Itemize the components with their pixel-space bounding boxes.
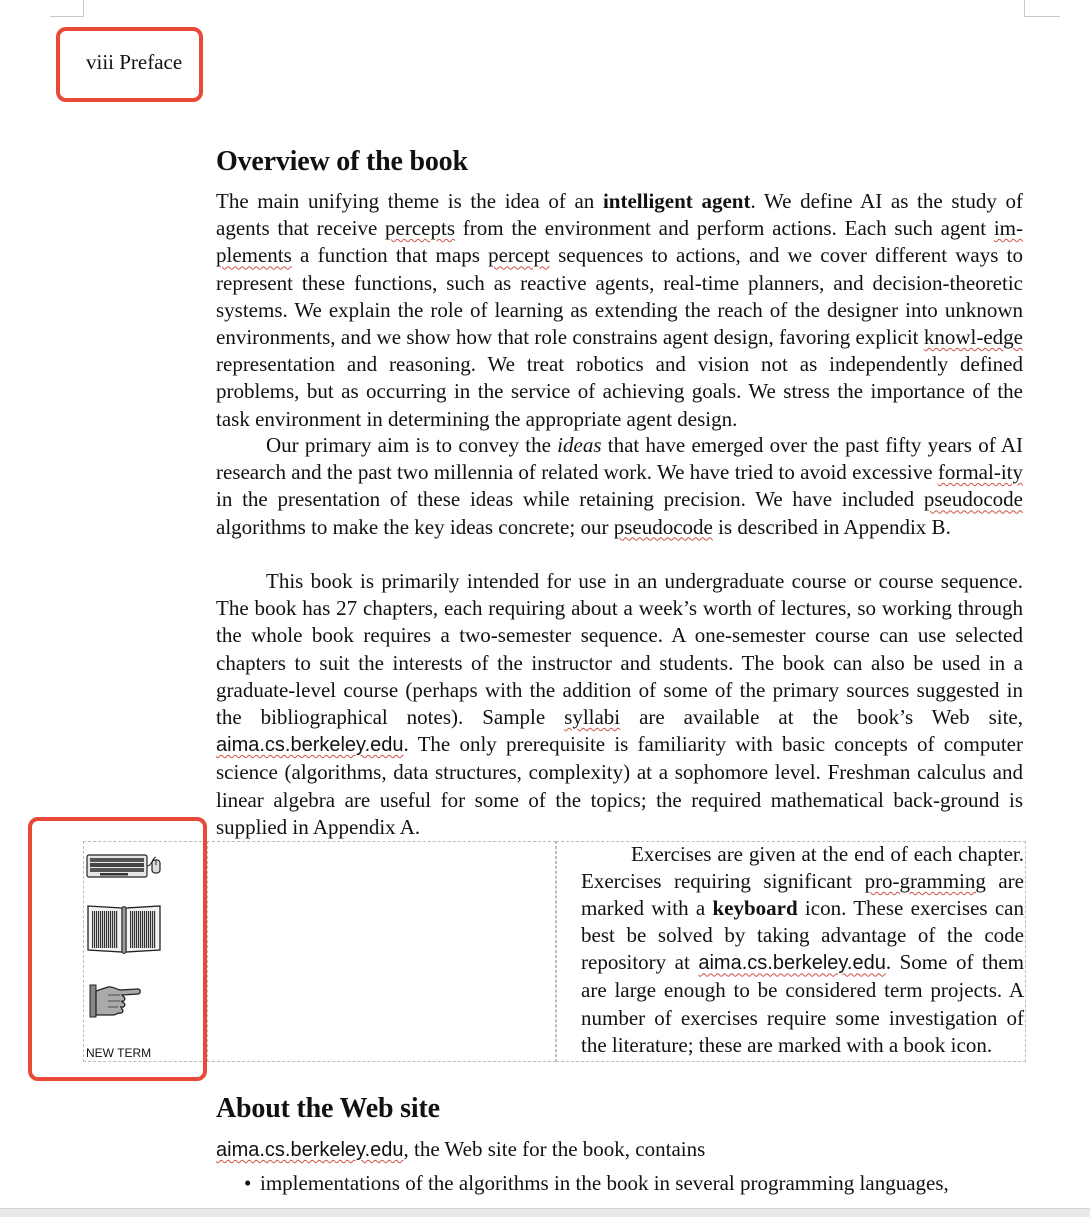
paragraph-1 (216, 188, 1023, 433)
spellcheck-word[interactable]: percept (488, 243, 550, 268)
page-corner-mark (83, 0, 84, 17)
text-frame-empty (207, 841, 556, 1062)
sidebar-paragraph (581, 841, 1024, 1057)
text-run: . We define AI as the study of agents that receive (216, 189, 1023, 241)
text-run: from the environment and perform actions. Each such agent (455, 216, 994, 241)
text-run: sequences to actions, and we cover different ways to represent these functions, such as reactive agents, real-time planners, and decision-theoretic systems. We explain the role of learning as extending the reach of the designer into unknown environments, and we show how that role constrains agent design, favoring explicit (216, 243, 1023, 350)
paragraph-2 (216, 432, 1023, 541)
text-run: representation and reasoning. We treat robotics and vision not as independently defined problems, but as occurring in the service of achieving goals. We stress the importance of the task environment in determining the appropriate agent design. (216, 352, 1023, 431)
website-link[interactable]: aima.cs.berkeley.edu (698, 952, 886, 975)
spellcheck-word[interactable]: knowl-edge (923, 325, 1023, 350)
key-term: intelligent agent (602, 189, 751, 213)
running-head: viii Preface (86, 50, 183, 74)
text-run: Exercises are given at the end of each chapter. Exercises requiring significant (581, 842, 1024, 894)
website-intro (216, 1137, 705, 1162)
spellcheck-word[interactable]: pseudocode (923, 487, 1023, 512)
text-run: The main unifying theme is the idea of an (216, 189, 603, 213)
website-link[interactable]: aima.cs.berkeley.edu (216, 734, 404, 757)
new-term-label: NEW TERM (86, 1046, 152, 1060)
highlight-box-margin-icons (28, 817, 207, 1081)
page-corner-mark (1024, 16, 1060, 17)
page-corner-mark (50, 16, 84, 17)
text-run: . The only prerequisite is familiarity with basic concepts of computer science (algorithms, data structures, complexity) at a sophomore level. Freshman calculus and linear algebra are useful for some of the topics; the required mathematical back-ground is supplied in Appendix A. (216, 732, 1023, 839)
website-link[interactable]: aima.cs.berkeley.edu (216, 1139, 404, 1161)
bullet-icon: • (244, 1171, 252, 1195)
section-heading-overview: Overview of the book (216, 146, 468, 177)
text-run: icon. These exercises can best be solved by taking advantage of the code repository at (581, 896, 1024, 975)
text-run: are available at the book’s Web site, (620, 705, 1024, 730)
text-run: in the presentation of these ideas while retaining precision. We have included (216, 487, 924, 512)
key-term: keyboard (712, 896, 798, 921)
spellcheck-word[interactable]: pseudocode (613, 514, 713, 539)
text-run: This book is primarily intended for use in an undergraduate course or course sequence. The book has 27 chapters, each requiring about a week’s worth of lectures, so working through the whole book requires a two-semester sequence. A one-semester course can use selected chapters to suit the interests of the instructor and students. The book can also be used in a graduate-level course (perhaps with the addition of some of the primary sources suggested in the bibliographical notes). Sample (216, 569, 1023, 730)
text-run: that have emerged over the past fifty years of AI research and the past two millennia of related work. We have tried to avoid excessive (216, 433, 1024, 485)
highlight-box-header (56, 27, 203, 102)
text-run: . Some of them are large enough to be considered term projects. A number of exercises require some investigation of the literature; these are marked with a book icon. (581, 950, 1024, 1057)
spellcheck-word[interactable]: pro-gramming (864, 869, 986, 894)
list-item (244, 1171, 949, 1196)
spellcheck-word[interactable]: formal-ity (937, 460, 1023, 485)
text-run: a function that maps (291, 243, 489, 268)
spellcheck-word[interactable]: im-plements (216, 216, 1023, 268)
emphasis: ideas (557, 433, 602, 457)
paragraph-3 (216, 568, 1023, 841)
section-heading-website: About the Web site (216, 1093, 440, 1124)
text-run: algorithms to make the key ideas concrete; our (216, 514, 614, 539)
page-corner-mark (1024, 0, 1025, 17)
text-run: is described in Appendix B. (712, 514, 951, 539)
list-item-text: implementations of the algorithms in the book in several programming languages, (260, 1171, 949, 1195)
text-run: , the Web site for the book, contains (403, 1137, 706, 1161)
text-run: Our primary aim is to convey the (266, 433, 558, 457)
spellcheck-word[interactable]: percepts (385, 216, 455, 241)
spellcheck-word[interactable]: syllabi (564, 705, 621, 730)
text-run: are marked with a (581, 869, 1024, 921)
